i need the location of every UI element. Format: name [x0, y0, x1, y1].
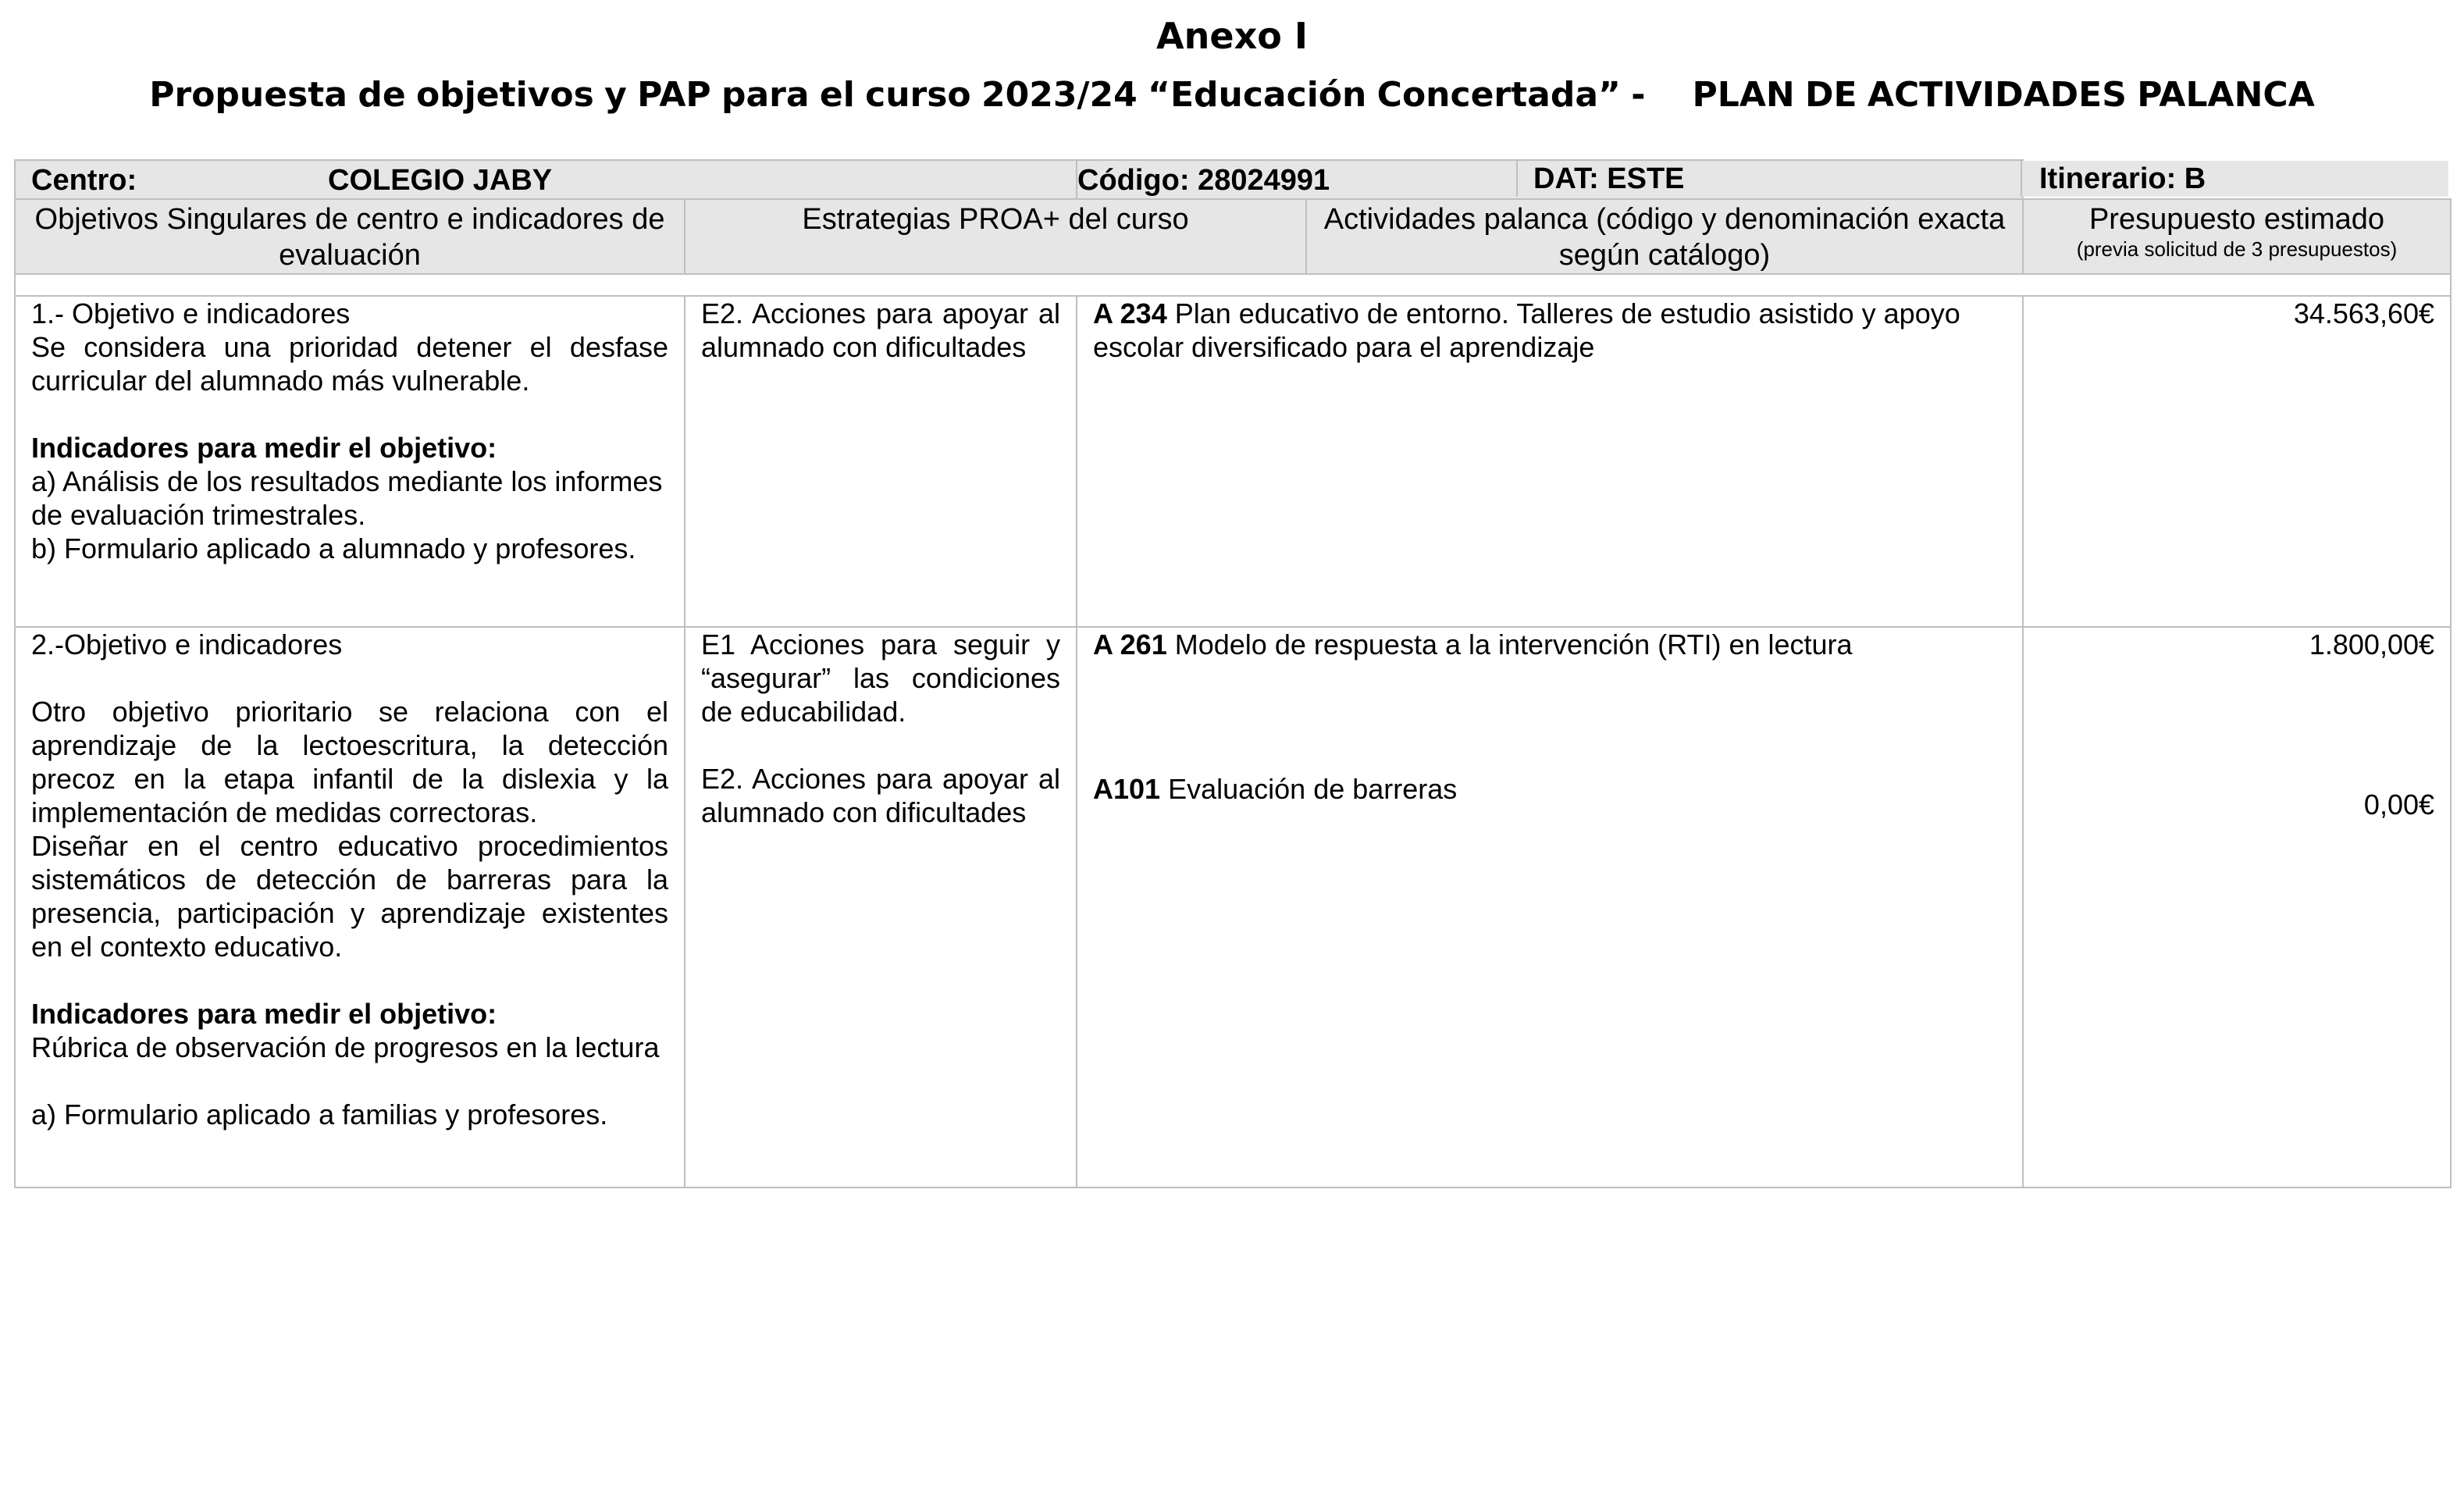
- table-row: [15, 296, 2451, 627]
- objective-title: 1.- Objetivo e indicadores: [31, 297, 351, 329]
- objective-title: 2.-Objetivo e indicadores: [31, 628, 343, 660]
- activity-name-2: Evaluación de barreras: [1168, 773, 1458, 805]
- col-estrategias: Estrategias PROA+ del curso: [685, 199, 1306, 274]
- header-itinerario: [2021, 161, 2448, 197]
- strategy-text-2: E2. Acciones para apoyar al alumnado con dificultades: [701, 763, 1060, 828]
- annex-title: Anexo I: [1156, 15, 1308, 57]
- centro-value: COLEGIO JABY: [328, 164, 553, 197]
- document-title: [0, 72, 2464, 119]
- col-actividades: Actividades palanca (código y denominación exacta según catálogo): [1306, 199, 2023, 274]
- indicator-a: a) Análisis de los resultados mediante los informes de evaluación trimestrales.: [31, 465, 663, 531]
- activity-code: A 261: [1093, 628, 1167, 660]
- budget-value: 1.800,00€: [2309, 628, 2435, 660]
- centro-cell: [15, 160, 1077, 199]
- budget-cell: [2023, 627, 2451, 1187]
- spacer-row: [15, 274, 2451, 296]
- activity-name: Plan educativo de entorno. Talleres de estudio asistido y apoyo escolar diversificado para el aprendizaje: [1093, 297, 1960, 363]
- budget-value: 34.563,60€: [2293, 297, 2435, 329]
- strategy-text: E2. Acciones para apoyar al alumnado con dificultades: [701, 297, 1060, 363]
- dat-value: DAT: ESTE: [1533, 162, 1685, 195]
- col-presupuesto-label: Presupuesto estimado: [2088, 203, 2385, 236]
- codigo-value: Código: 28024991: [1077, 164, 1330, 197]
- objective-cell: [15, 627, 685, 1187]
- strategy-text: E1 Acciones para seguir y “asegurar” las condiciones de educabilidad.: [701, 628, 1060, 728]
- col-presupuesto: [2023, 199, 2451, 274]
- centro-label: Centro:: [31, 164, 137, 197]
- indicator-b: b) Formulario aplicado a alumnado y profesores.: [31, 532, 636, 564]
- indicators-label: Indicadores para medir el objetivo:: [31, 998, 497, 1030]
- document-title-plan: PLAN DE ACTIVIDADES PALANCA: [1692, 75, 2315, 115]
- column-headers: [15, 199, 2451, 274]
- budget-value-2: 0,00€: [2363, 789, 2435, 821]
- table-row: [15, 627, 2451, 1187]
- strategy-cell: [685, 296, 1077, 627]
- indicator-a: Rúbrica de observación de progresos en la lectura: [31, 1031, 660, 1063]
- itinerario-value: Itinerario: B: [2039, 162, 2206, 195]
- activity-code: A 234: [1093, 297, 1167, 329]
- indicator-b: a) Formulario aplicado a familias y profesores.: [31, 1098, 608, 1130]
- header-dat: [1516, 161, 2019, 197]
- objective-text-2: Diseñar en el centro educativo procedimientos sistemáticos de detección de barreras para la presencia, participación y aprendizaje existentes en el contexto educativo.: [31, 830, 668, 963]
- document-title-main: Propuesta de objetivos y PAP para el curso 2023/24 “Educación Concertada” -: [149, 75, 1646, 115]
- activity-name: Modelo de respuesta a la intervención (RTI) en lectura: [1174, 628, 1853, 660]
- col-presupuesto-note: (previa solicitud de 3 presupuestos): [2076, 237, 2398, 261]
- budget-cell: [2023, 296, 2451, 627]
- activity-cell: [1077, 627, 2023, 1187]
- activity-code-2: A101: [1093, 773, 1161, 805]
- pap-table: [14, 159, 2452, 1188]
- col-objetivos: Objetivos Singulares de centro e indicadores de evaluación: [15, 199, 685, 274]
- indicators-label: Indicadores para medir el objetivo:: [31, 432, 497, 464]
- activity-cell: [1077, 296, 2023, 627]
- objective-cell: [15, 296, 685, 627]
- strategy-cell: [685, 627, 1077, 1187]
- objective-text: Se considera una prioridad detener el desfase curricular del alumnado más vulnerable.: [31, 331, 668, 397]
- objective-text: Otro objetivo prioritario se relaciona con el aprendizaje de la lectoescritura, la detección precoz en la etapa infantil de la dislexia y la implementación de medidas correctoras.: [31, 696, 668, 828]
